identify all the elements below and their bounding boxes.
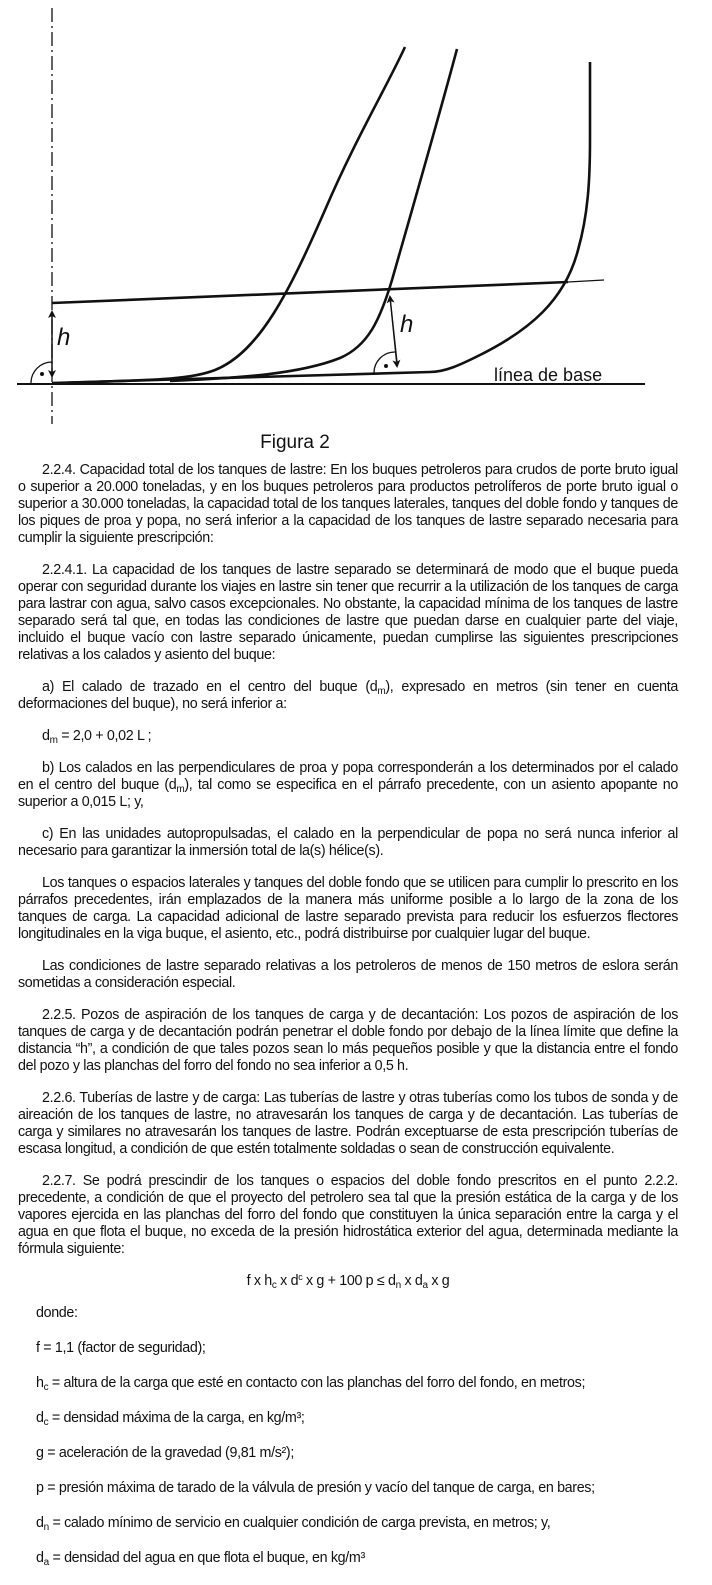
definition-g: g = aceleración de la gravedad (9,81 m/s²); bbox=[36, 1445, 294, 1461]
definition-f: f = 1,1 (factor de seguridad); bbox=[36, 1340, 206, 1356]
paragraph-150-metros: Las condiciones de lastre separado relativas a los petroleros de menos de 150 metros de eslora serán sometidas a consideración especial. bbox=[18, 958, 678, 991]
definition-hc: $h_c$ = altura de la carga que esté en contacto con las planchas del forro del fondo, en metros; bbox=[36, 1375, 586, 1393]
inner-bottom-extension bbox=[568, 280, 604, 282]
paragraph-tanques-laterales: Los tanques o espacios laterales y tanques del doble fondo que se utilicen para cumplir lo prescrito en los párrafos precedentes, irán emplazados de la manera más uniforme posible a lo largo de la zona de los tanques de carga. La capacidad adicional de lastre separado prevista para reducir los esfuerzos flectores longitudinales en la viga buque, el asiento, etc., podrá distribuirse por cualquier lugar del buque. bbox=[18, 875, 678, 942]
h-label-left: h bbox=[57, 324, 71, 351]
h-dimension-arrow-right-down bbox=[390, 297, 397, 366]
hull-curve-3 bbox=[430, 62, 590, 372]
item-a: a) El calado de trazado en el centro del buque $(d_m)$, expresado en metros (sin tener en cuenta deformaciones del buque), no será inferior a: bbox=[18, 679, 678, 712]
definition-dn: $d_n$ = calado mínimo de servicio en cualquier condición de carga prevista, en metros; y, bbox=[36, 1515, 551, 1533]
inner-bottom-line bbox=[52, 282, 568, 303]
right-angle-dot-right bbox=[384, 364, 388, 368]
figure-caption: Figura 2 bbox=[260, 432, 330, 453]
h-label-right: h bbox=[400, 311, 414, 338]
figure-2 bbox=[0, 0, 712, 460]
hull-section-diagram bbox=[0, 0, 712, 460]
section-2-2-4-1: 2.2.4.1. La capacidad de los tanques de lastre separado se determinará de modo que el buque pueda operar con seguridad durante los viajes en lastre sin tener que recurrir a la utilización de los tanques de carga para lastrar con agua, salvo casos excepcionales. No obstante, la capacidad mínima de los tanques de lastre separado será tal que, en todas las condiciones de lastre que puedan darse en cualquier parte del viaje, incluido el buque vacío con lastre separado únicamente, puedan cumplirse las siguientes prescripciones relativas a los calados y asiento del buque: bbox=[18, 562, 678, 663]
pressure-formula: f x $h_c$ x $d^c$ x g + 100 $p \le d_n$ x $d_a$ x g bbox=[246, 1272, 450, 1291]
hull-curve-1 bbox=[60, 47, 405, 383]
document-body bbox=[18, 462, 678, 1585]
item-b: b) Los calados en las perpendiculares de proa y popa corresponderán a los determinados por el calado en el centro del buque $(d_m)$, tal como se especifica en el párrafo precedente, con un asiento apopante no superior a 0,015 L; y, bbox=[18, 760, 678, 810]
baseline-label: línea de base bbox=[494, 365, 603, 385]
definition-da: $d_a$ = densidad del agua en que flota el buque, en kg/m³ bbox=[36, 1550, 365, 1568]
hull-curve-2 bbox=[170, 49, 457, 381]
definition-p: p = presión máxima de tarado de la válvula de presión y vacío del tanque de carga, en bares; bbox=[36, 1480, 595, 1496]
section-2-2-6: 2.2.6. Tuberías de lastre y de carga: Las tuberías de lastre y otras tuberías como los tubos de sonda y de aireación de los tanques de lastre, no atravesarán los tanques de carga y de decantación. Las tuberías de carga y similares no atravesarán los tanques de lastre. Podrán exceptuarse de esta prescripción tuberías de escasa longitud, a condición de que estén totalmente soldadas o sean de construcción equivalente. bbox=[18, 1090, 678, 1157]
item-c: c) En las unidades autopropulsadas, el calado en la perpendicular de popa no será nunca inferior al necesario para garantizar la inmersión total de la(s) hélice(s). bbox=[18, 826, 678, 859]
definition-dc: $d_c$ = densidad máxima de la carga, en kg/m³; bbox=[36, 1410, 305, 1428]
formula-dm: $d_m = 2,0 + 0,02$ L ; bbox=[42, 728, 152, 746]
right-angle-dot-left bbox=[40, 372, 44, 376]
section-2-2-5: 2.2.5. Pozos de aspiración de los tanques de carga y de decantación: Los pozos de aspiración de los tanques de carga y de decantación podrán penetrar el doble fondo por debajo de la línea límite que define la distancia “h”, a condición de que tales pozos sean lo más pequeños posible y que la distancia entre el fondo del pozo y las planchas del forro del fondo no sea inferior a 0,5 h. bbox=[18, 1007, 678, 1074]
donde-label: donde: bbox=[36, 1305, 78, 1321]
section-2-2-4: 2.2.4. Capacidad total de los tanques de lastre: En los buques petroleros para crudos de porte bruto igual o superior a 20.000 toneladas, y en los buques petroleros para productos petrolíferos de porte bruto igual o superior a 30.000 toneladas, la capacidad total de los tanques laterales, tanques del doble fondo y tanques de los piques de proa y popa, no será inferior a la capacidad de los tanques de lastre separado necesaria para cumplir la siguiente prescripción: bbox=[18, 462, 678, 546]
right-angle-symbol-right bbox=[374, 352, 396, 374]
section-2-2-7: 2.2.7. Se podrá prescindir de los tanques o espacios del doble fondo prescritos en el punto 2.2.2. precedente, a condición de que el proyecto del petrolero sea tal que la presión estática de la carga y de los vapores ejercida en las planchas del forro del fondo que constituyen la única separación entre la carga y el agua en que flota el buque, no exceda de la presión hidrostática exterior del agua, determinada mediante la fórmula siguiente: bbox=[18, 1173, 678, 1257]
